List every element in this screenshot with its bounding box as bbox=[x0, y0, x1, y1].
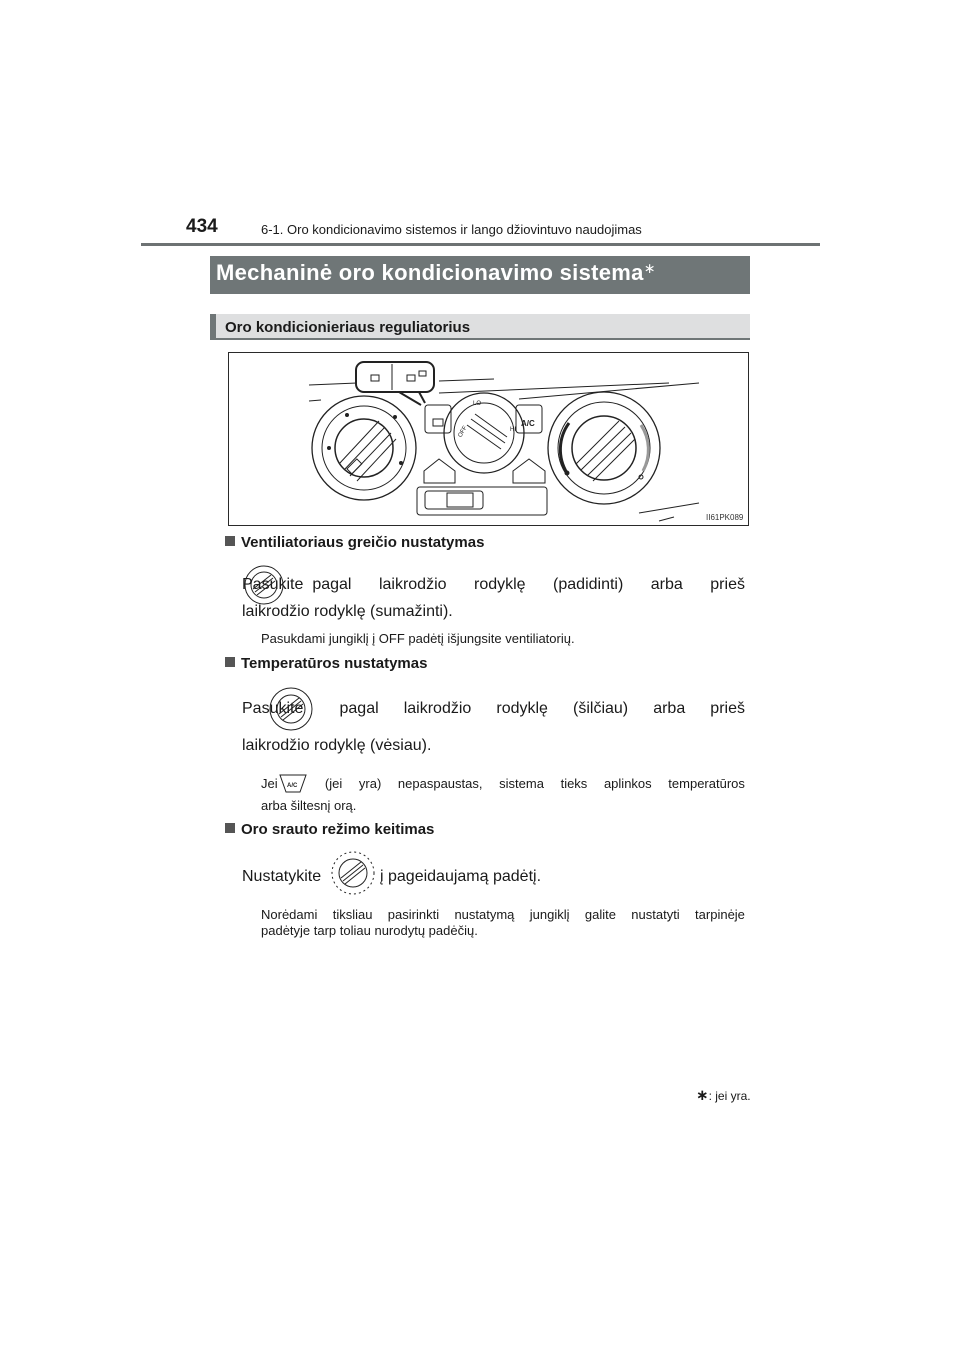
temperature-heading bbox=[225, 655, 427, 672]
temperature-line2: laikrodžio rodyklę (vėsiau). bbox=[242, 737, 432, 754]
ac-button-icon bbox=[278, 772, 308, 794]
subsection-title: Oro kondicionieriaus reguliatorius bbox=[225, 319, 471, 336]
word: sistema bbox=[499, 775, 544, 791]
word: Jei bbox=[261, 775, 278, 791]
airflow-line1-b: į pageidaujamą padėtį. bbox=[380, 868, 542, 885]
temperature-line1 bbox=[242, 686, 745, 732]
ac-icon-label: A/C bbox=[287, 783, 298, 789]
temperature-note-line2: arba šiltesnį orą. bbox=[261, 798, 357, 813]
word: galite bbox=[584, 906, 616, 922]
section-title bbox=[216, 260, 656, 286]
word: aplinkos bbox=[603, 775, 652, 791]
word: prieš bbox=[710, 576, 745, 593]
word: rodyklę bbox=[474, 576, 526, 593]
word: nepaspaustas, bbox=[397, 775, 483, 791]
word: (jei bbox=[324, 775, 343, 791]
control-panel-illustration bbox=[229, 353, 748, 525]
bullet-square bbox=[225, 657, 235, 667]
fan-knob-icon bbox=[243, 564, 285, 606]
fan-speed-line1 bbox=[242, 564, 745, 606]
word: pasirinkti bbox=[387, 906, 440, 922]
chapter-title: 6-1. Oro kondicionavimo sistemos ir lango džiovintuvo naudojimas bbox=[261, 222, 642, 237]
airflow-note-line1 bbox=[261, 905, 745, 923]
page-number: 434 bbox=[186, 216, 218, 237]
word: temperatūros bbox=[668, 775, 745, 791]
word: tiksliau bbox=[332, 906, 373, 922]
word: pagal bbox=[339, 700, 379, 717]
control-panel-figure bbox=[228, 352, 749, 526]
fan-speed-line2: laikrodžio rodyklę (sumažinti). bbox=[242, 603, 453, 620]
word: rodyklę bbox=[496, 700, 548, 717]
word: yra) bbox=[358, 775, 382, 791]
section-title-text: Mechaninė oro kondicionavimo sistema bbox=[216, 260, 644, 285]
bullet-square bbox=[225, 536, 235, 546]
bullet-square bbox=[225, 823, 235, 833]
word: (padidinti) bbox=[553, 576, 624, 593]
airflow-line1-a: Nustatykite bbox=[242, 868, 322, 885]
figure-code: II61PK089 bbox=[706, 513, 744, 522]
footnote-text: : jei yra. bbox=[708, 1089, 751, 1103]
word: (šilčiau) bbox=[573, 700, 629, 717]
word: arba bbox=[650, 576, 683, 593]
word: jungiklį bbox=[529, 906, 570, 922]
word: Norėdami bbox=[261, 906, 318, 922]
temperature-heading-text: Temperatūros nustatymas bbox=[241, 655, 428, 672]
title-star: ∗ bbox=[643, 260, 656, 276]
fan-speed-heading-text: Ventiliatoriaus greičio nustatymas bbox=[241, 534, 485, 551]
lo-label: LO bbox=[473, 401, 482, 407]
word: Pasukite bbox=[242, 576, 304, 593]
temperature-knob-icon bbox=[268, 686, 314, 732]
word: prieš bbox=[710, 700, 745, 717]
airflow-note-line2: padėtyje tarp toliau nurodytų padėčių. bbox=[261, 923, 478, 938]
fan-speed-note: Pasukdami jungiklį į OFF padėtį išjungsite ventiliatorių. bbox=[261, 631, 575, 646]
word: nustatyti bbox=[631, 906, 680, 922]
airflow-heading bbox=[225, 821, 434, 838]
word: pagal bbox=[312, 576, 352, 593]
airflow-heading-text: Oro srauto režimo keitimas bbox=[241, 821, 435, 838]
header-rule bbox=[141, 243, 820, 246]
word: tieks bbox=[560, 775, 588, 791]
word: Pasukite bbox=[242, 700, 304, 717]
off-label: OFF bbox=[457, 425, 469, 439]
ac-button-label: A/C bbox=[521, 419, 535, 428]
hi-label: HI bbox=[510, 427, 516, 433]
word: tarpinėje bbox=[695, 906, 745, 922]
word: nustatymą bbox=[454, 906, 515, 922]
word: laikrodžio bbox=[378, 576, 447, 593]
word: arba bbox=[653, 700, 686, 717]
temperature-note-line1 bbox=[261, 771, 745, 795]
footnote bbox=[696, 1086, 751, 1104]
subsection-accent bbox=[210, 314, 216, 340]
word: laikrodžio bbox=[403, 700, 472, 717]
fan-speed-heading bbox=[225, 534, 484, 551]
footnote-star: ∗ bbox=[696, 1087, 709, 1104]
airflow-knob-icon bbox=[330, 850, 376, 896]
